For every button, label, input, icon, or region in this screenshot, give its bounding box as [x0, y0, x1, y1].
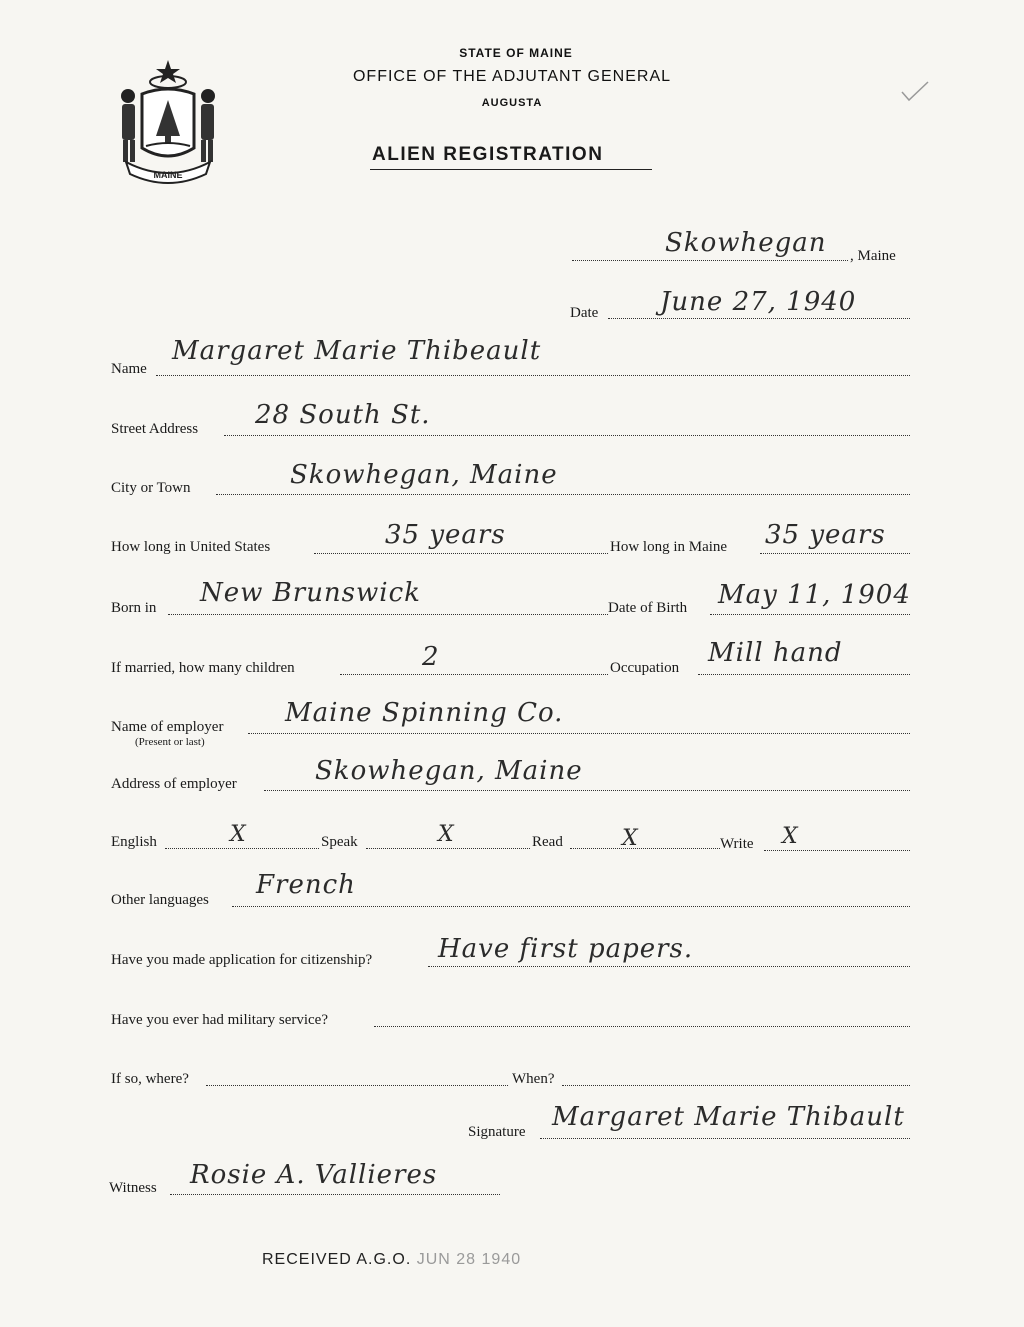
occupation-line — [698, 674, 910, 675]
witness-label: Witness — [109, 1180, 157, 1196]
signature-line — [540, 1138, 910, 1139]
write-line — [764, 850, 910, 851]
date-line — [608, 318, 910, 319]
name-label: Name — [111, 361, 147, 377]
street-address-value: 28 South St. — [255, 400, 431, 430]
speak-mark: X — [438, 822, 455, 847]
citizenship-value: Have first papers. — [438, 934, 694, 964]
read-label: Read — [532, 834, 563, 850]
occupation-label: Occupation — [610, 660, 680, 676]
english-mark: X — [230, 822, 247, 847]
military-label: Have you ever had military service? — [111, 1012, 328, 1028]
street-address-label: Street Address — [111, 421, 199, 437]
write-label: Write — [720, 836, 754, 852]
military-line — [374, 1026, 910, 1027]
date-value: June 27, 1940 — [660, 287, 857, 317]
state-heading: STATE OF MAINE — [459, 46, 573, 60]
speak-label: Speak — [321, 834, 358, 850]
how-long-us-label: How long in United States — [111, 539, 271, 555]
witness-line — [170, 1194, 500, 1195]
street-address-line — [224, 435, 910, 436]
occupation-value: Mill hand — [708, 638, 843, 668]
write-mark: X — [782, 824, 799, 849]
dob-value: May 11, 1904 — [718, 580, 911, 610]
form-title: ALIEN REGISTRATION — [372, 144, 604, 165]
employer-address-value: Skowhegan, Maine — [315, 756, 583, 786]
born-in-label: Born in — [111, 600, 157, 616]
employer-line — [248, 733, 910, 734]
svg-text:MAINE: MAINE — [153, 170, 183, 180]
name-value: Margaret Marie Thibeault — [172, 336, 542, 366]
employer-label: Name of employer — [111, 719, 224, 735]
place-line — [572, 260, 848, 261]
place-value: Skowhegan — [665, 228, 827, 258]
name-line — [156, 375, 910, 376]
date-label: Date — [570, 305, 599, 321]
city-value: Skowhegan, Maine — [290, 460, 558, 490]
children-value: 2 — [422, 642, 440, 672]
speak-line — [366, 848, 530, 849]
employer-address-line — [264, 790, 910, 791]
city-heading: AUGUSTA — [481, 97, 543, 109]
how-long-us-value: 35 years — [385, 520, 506, 550]
dob-line — [710, 614, 910, 615]
other-languages-value: French — [256, 870, 356, 900]
children-line — [340, 674, 608, 675]
english-line — [165, 848, 319, 849]
witness-value: Rosie A. Vallieres — [190, 1160, 438, 1190]
citizenship-line — [428, 966, 910, 967]
how-long-maine-line — [760, 553, 910, 554]
dob-label: Date of Birth — [608, 600, 688, 616]
how-long-maine-label: How long in Maine — [610, 539, 728, 555]
how-long-maine-value: 35 years — [765, 520, 886, 550]
born-in-line — [168, 614, 608, 615]
read-line — [570, 848, 720, 849]
other-languages-label: Other languages — [111, 892, 209, 908]
born-in-value: New Brunswick — [200, 578, 421, 608]
city-line — [216, 494, 910, 495]
where-label: If so, where? — [111, 1071, 189, 1087]
signature-label: Signature — [468, 1124, 526, 1140]
children-label: If married, how many children — [111, 660, 295, 676]
how-long-us-line — [314, 553, 608, 554]
citizenship-label: Have you made application for citizenship? — [111, 952, 373, 968]
employer-sub-label: (Present or last) — [135, 736, 205, 748]
stamp-date: JUN 28 1940 — [416, 1251, 522, 1268]
when-label: When? — [512, 1071, 555, 1087]
place-suffix-label: , Maine — [850, 248, 896, 264]
employer-value: Maine Spinning Co. — [285, 698, 564, 728]
when-line — [562, 1085, 910, 1086]
read-mark: X — [622, 826, 639, 851]
english-label: English — [111, 834, 157, 850]
where-line — [206, 1085, 508, 1086]
office-heading: OFFICE OF THE ADJUTANT GENERAL — [352, 68, 672, 85]
employer-address-label: Address of employer — [111, 776, 237, 792]
received-stamp — [262, 1251, 521, 1269]
other-languages-line — [232, 906, 910, 907]
signature-value: Margaret Marie Thibault — [552, 1102, 905, 1132]
title-underline — [370, 169, 652, 170]
stamp-text: RECEIVED A.G.O. — [262, 1251, 412, 1268]
city-label: City or Town — [111, 480, 191, 496]
